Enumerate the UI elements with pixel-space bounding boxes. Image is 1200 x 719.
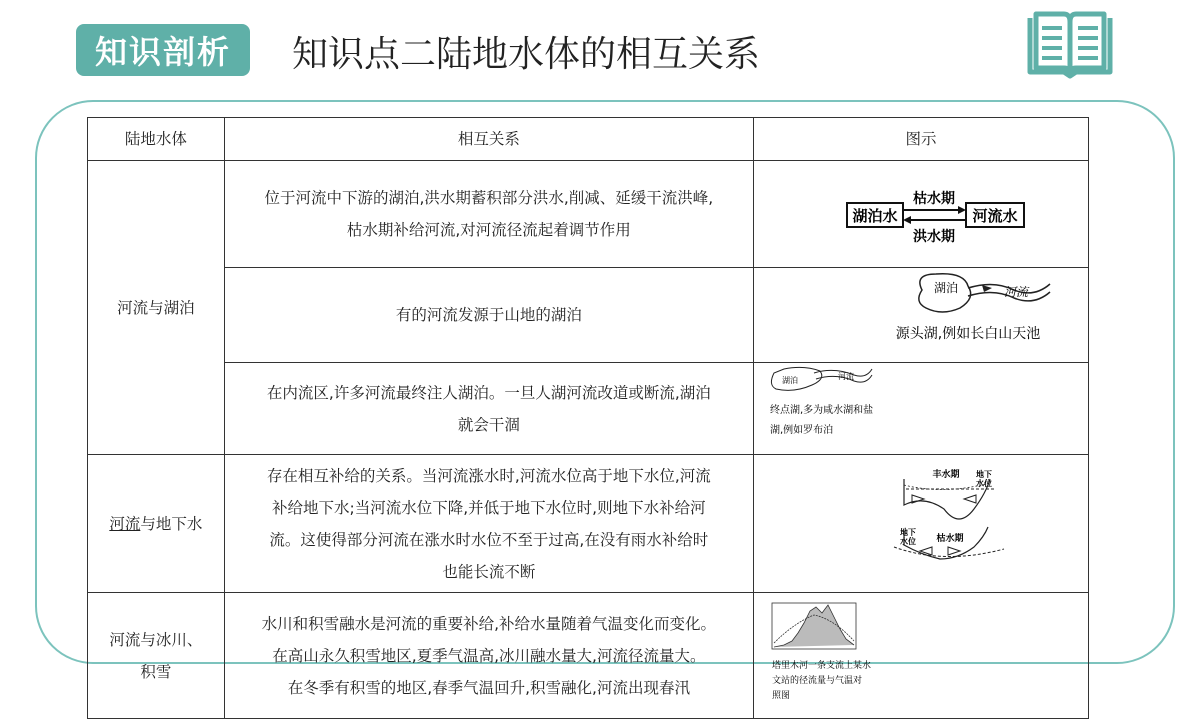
column-header: 陆地水体 (88, 118, 225, 161)
water-cell (88, 593, 225, 719)
relation-cell (224, 161, 753, 268)
water-label-underlined: 河流 (109, 514, 141, 533)
lake-river-exchange-diagram (754, 161, 1088, 256)
source-lake-diagram (754, 268, 1088, 351)
table-row (88, 593, 1089, 719)
column-header: 相互关系 (224, 118, 753, 161)
figure-cell (753, 363, 1088, 455)
relation-text: 在高山永久积雪地区,夏季气温高,冰川融水量大,河流径流量大。 (272, 646, 706, 665)
page-title: 知识点二陆地水体的相互关系 (292, 34, 761, 75)
relation-cell (224, 593, 753, 719)
table-row (88, 161, 1089, 268)
water-cell (88, 161, 225, 455)
water-label: 河流与湖泊 (117, 298, 195, 317)
groundwater-label: 地下 (975, 470, 992, 479)
dry-season-label: 枯水期 (936, 534, 964, 544)
relation-text: 枯水期补给河流,对河流径流起着调节作用 (346, 221, 631, 239)
relation-cell (224, 455, 753, 593)
column-header: 图示 (753, 118, 1088, 161)
relation-cell (224, 268, 753, 363)
relation-text: 位于河流中下游的湖泊,洪水期蓄积部分洪水,削减、延缓干流洪峰, (264, 189, 714, 207)
groundwater-label: 地下 (899, 528, 916, 537)
figure-caption: 照图 (771, 691, 790, 701)
relation-cell (224, 363, 753, 455)
relation-text: 在冬季有积雪的地区,春季气温回升,积雪融化,河流出现春汛 (287, 678, 690, 697)
table-header-row (88, 118, 1089, 161)
lake-label: 湖泊 (781, 376, 798, 385)
figure-caption: 文站的径流量与气温对 (771, 676, 862, 686)
relation-text: 就会干涸 (457, 415, 520, 434)
figure-cell (753, 455, 1088, 593)
relation-text: 流。这使得部分河流在涨水时水位不至于过高,在没有雨水补给时 (269, 530, 709, 549)
river-groundwater-diagram (754, 455, 1088, 581)
figure-caption: 源头湖,例如长白山天池 (895, 326, 1041, 342)
river-water-label: 河流水 (972, 207, 1018, 225)
lake-label: 湖泊 (933, 281, 958, 295)
section-badge: 知识剖析 (76, 24, 250, 76)
relations-table (87, 117, 1089, 719)
water-label: 与地下水 (140, 514, 203, 533)
relation-text: 水川和积雪融水是河流的重要补给,补给水量随着气温变化而变化。 (261, 614, 717, 633)
water-cell (88, 455, 225, 593)
relation-text: 补给地下水;当河流水位下降,并低于地下水位时,则地下水补给河 (272, 498, 706, 517)
relation-text: 有的河流发源于山地的湖泊 (395, 306, 582, 324)
lake-water-label: 湖泊水 (852, 207, 898, 225)
terminal-lake-diagram (754, 363, 1088, 443)
figure-caption: 终点湖,多为咸水湖和盐 (769, 405, 874, 416)
dry-season-label: 枯水期 (912, 191, 955, 207)
figure-caption: 塔里木河一条支流上某水 (771, 661, 871, 671)
flood-season-label: 洪水期 (912, 229, 955, 245)
river-label: 河流 (1003, 285, 1028, 299)
table-row (88, 268, 1089, 363)
figure-cell (753, 593, 1088, 719)
table-row (88, 455, 1089, 593)
table-row (88, 363, 1089, 455)
river-label: 河流 (837, 372, 854, 381)
book-icon (1024, 10, 1116, 82)
groundwater-label: 水位 (975, 479, 992, 488)
groundwater-label: 水位 (899, 537, 916, 546)
wet-season-label: 丰水期 (932, 470, 960, 480)
runoff-temperature-chart-thumbnail (754, 593, 1088, 707)
water-label: 河流与冰川、 (109, 630, 203, 649)
figure-cell (753, 268, 1088, 363)
water-label: 积雪 (140, 662, 172, 681)
figure-caption: 湖,例如罗布泊 (769, 425, 834, 436)
figure-cell (753, 161, 1088, 268)
relation-text: 存在相互补给的关系。当河流涨水时,河流水位高于地下水位,河流 (266, 466, 711, 485)
relation-text: 也能长流不断 (442, 562, 536, 581)
relation-text: 在内流区,许多河流最终注人湖泊。一旦人湖河流改道或断流,湖泊 (266, 383, 711, 402)
